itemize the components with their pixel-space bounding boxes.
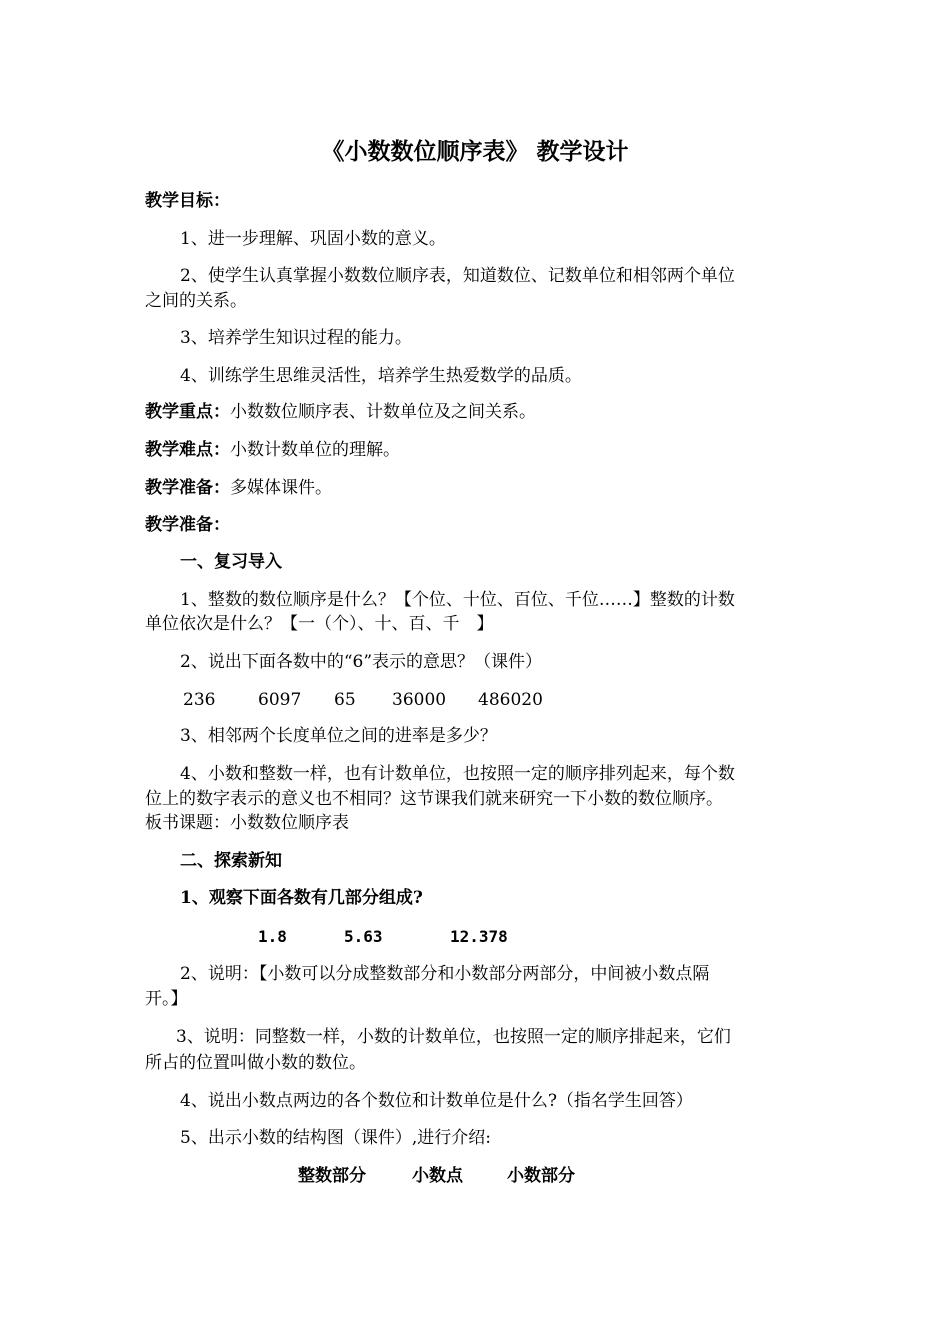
- difficulty-label: 教学难点：: [145, 440, 230, 460]
- decimal-item: 5.63: [344, 927, 383, 946]
- section1-heading: 一、复习导入: [180, 552, 282, 572]
- decimal-point-label: 小数点: [412, 1166, 463, 1186]
- section2-q1: 1、观察下面各数有几部分组成?: [180, 888, 423, 908]
- section2-q5: 5、出示小数的结构图（课件）,进行介绍:: [180, 1128, 491, 1148]
- objective-1: 1、进一步理解、巩固小数的意义。: [180, 229, 446, 249]
- section2-heading: 二、探索新知: [180, 851, 282, 871]
- section2-q2-cont: 开。】: [145, 989, 188, 1009]
- decimal-item: 1.8: [258, 927, 287, 946]
- number-item: 65: [334, 690, 356, 710]
- decimal-structure-labels: [298, 1164, 587, 1188]
- preparation-text: 多媒体课件。: [230, 478, 332, 498]
- section1-q1: 1、整数的数位顺序是什么？【个位、十位、百位、千位……】整数的计数: [180, 590, 735, 610]
- objectives-heading: 教学目标：: [145, 191, 230, 211]
- section1-q2: 2、说出下面各数中的“6”表示的意思？（课件）: [180, 652, 543, 672]
- number-item: 36000: [392, 690, 447, 710]
- number-item: 486020: [478, 690, 543, 710]
- decimal-list: [258, 925, 530, 949]
- section2-q2: 2、说明：【小数可以分成整数部分和小数部分两部分，中间被小数点隔: [180, 964, 710, 984]
- key-point-label: 教学重点：: [145, 402, 230, 422]
- objective-2: 2、使学生认真掌握小数数位顺序表，知道数位、记数单位和相邻两个单位: [180, 266, 735, 286]
- document-title: 《小数数位顺序表》 教学设计: [321, 138, 629, 165]
- board-title-line: 板书课题：小数数位顺序表: [145, 813, 349, 833]
- decimal-part-label: 小数部分: [507, 1166, 575, 1186]
- key-point-line: [145, 400, 536, 424]
- preparation-label: 教学准备：: [145, 478, 230, 498]
- objective-2-cont: 之间的关系。: [145, 291, 247, 311]
- difficulty-text: 小数计数单位的理解。: [230, 440, 400, 460]
- objective-3: 3、培养学生知识过程的能力。: [180, 328, 412, 348]
- section2-q3: 3、说明：同整数一样，小数的计数单位，也按照一定的顺序排起来，它们: [176, 1027, 731, 1047]
- section2-q3-cont: 所占的位置叫做小数的数位。: [145, 1053, 366, 1073]
- number-list: [183, 688, 558, 712]
- section1-q4-cont: 位上的数字表示的意义也不相同？这节课我们就来研究一下小数的数位顺序。: [145, 789, 723, 809]
- section1-q4: 4、小数和整数一样，也有计数单位，也按照一定的顺序排列起来，每个数: [180, 764, 735, 784]
- key-point-text: 小数数位顺序表、计数单位及之间关系。: [230, 402, 536, 422]
- difficulty-line: [145, 438, 400, 462]
- preparation-line: [145, 476, 332, 500]
- section2-q4: 4、说出小数点两边的各个数位和计数单位是什么?（指名学生回答）: [180, 1091, 693, 1111]
- integer-part-label: 整数部分: [298, 1166, 366, 1186]
- number-item: 236: [183, 690, 216, 710]
- objective-4: 4、训练学生思维灵活性，培养学生热爱数学的品质。: [180, 366, 582, 386]
- decimal-item: 12.378: [450, 927, 508, 946]
- number-item: 6097: [258, 690, 302, 710]
- section1-q1-cont: 单位依次是什么？【一（个）、十、百、千 】: [145, 614, 494, 634]
- process-heading: 教学准备：: [145, 515, 230, 535]
- section1-q3: 3、相邻两个长度单位之间的进率是多少？: [180, 726, 497, 746]
